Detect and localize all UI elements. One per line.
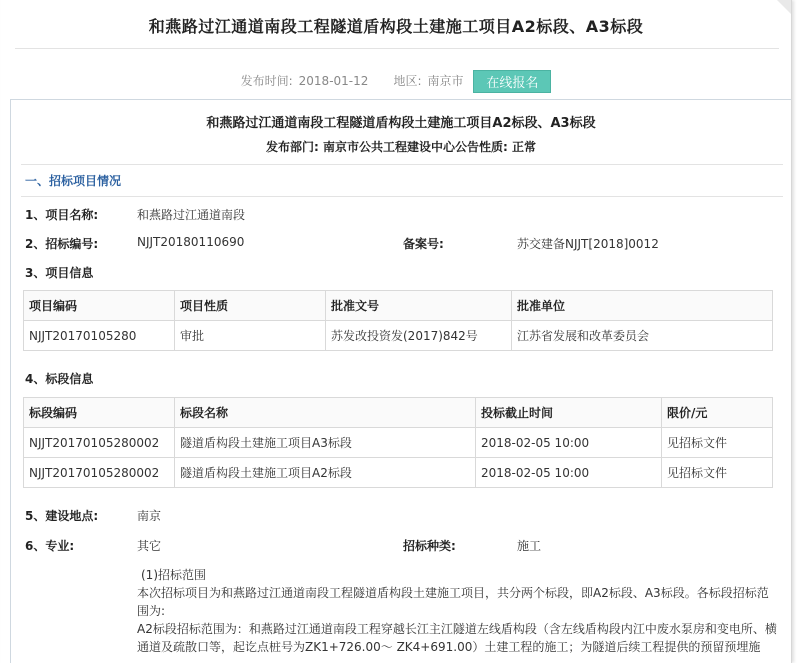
table-cell: 审批 <box>175 321 326 351</box>
project-table-header <box>24 291 773 321</box>
table-cell: 2018-02-05 10:00 <box>476 458 662 488</box>
location-row <box>25 507 162 524</box>
table-cell: 隧道盾构段土建施工项目A3标段 <box>175 428 476 458</box>
tender-type-value: 施工 <box>517 539 542 553</box>
col-header: 项目性质 <box>175 291 326 321</box>
table-cell: NJJT20170105280002 <box>24 458 175 488</box>
col-header: 批准文号 <box>326 291 512 321</box>
col-header: 标段编码 <box>24 398 175 428</box>
record-no-value: 苏交建备NJJT[2018]0012 <box>517 237 659 251</box>
specialty-row <box>25 537 785 554</box>
col-header: 投标截止时间 <box>476 398 662 428</box>
publish-time-label: 发布时间: <box>240 74 293 88</box>
project-name-label: 1、项目名称: <box>25 208 99 222</box>
table-cell: 见招标文件 <box>662 458 773 488</box>
col-header: 标段名称 <box>175 398 476 428</box>
table-cell: 江苏省发展和改革委员会 <box>512 321 773 351</box>
project-name-row <box>25 206 246 223</box>
project-name-value: 和燕路过江通道南段 <box>137 208 246 222</box>
notice-dept-line: 发布部门: 南京市公共工程建设中心公告性质: 正常 <box>266 140 536 154</box>
project-table <box>23 290 773 351</box>
location-label: 5、建设地点: <box>25 509 99 523</box>
section-info-row <box>25 370 93 387</box>
scope-paragraph-2: A2标段招标范围为：和燕路过江通道南段工程穿越长江主江隧道左线盾构段（含左线盾构段内江中废水泵房和变电所、横通道及疏散口等，起讫点桩号为ZK1+726.00～ ZK4+691.00）土建工程的施工；为隧道后续工程提供的预留预埋施 <box>137 622 777 654</box>
table-cell: NJJT20170105280002 <box>24 428 175 458</box>
tender-no-row <box>25 235 785 252</box>
table-cell: 苏发改投资发(2017)842号 <box>326 321 512 351</box>
table-cell: NJJT20170105280 <box>24 321 175 351</box>
table-row <box>24 458 773 488</box>
location-value: 南京 <box>137 509 162 523</box>
publish-time-value: 2018-01-12 <box>298 74 369 88</box>
specialty-value: 其它 <box>137 539 162 553</box>
notice-content <box>10 99 792 663</box>
project-info-label: 3、项目信息 <box>25 266 94 280</box>
notice-title: 和燕路过江通道南段工程隧道盾构段土建施工项目A2标段、A3标段 <box>206 116 596 131</box>
page-title: 和燕路过江通道南段工程隧道盾构段土建施工项目A2标段、A3标段 <box>148 17 644 36</box>
scope-heading <box>137 566 777 584</box>
tender-type-label: 招标种类: <box>403 539 456 553</box>
col-header: 限价/元 <box>662 398 773 428</box>
section-info-label: 4、标段信息 <box>25 372 94 386</box>
title-divider <box>15 48 779 49</box>
record-no-label: 备案号: <box>403 237 444 251</box>
online-apply-button[interactable]: 在线报名 <box>473 70 551 93</box>
project-info-row <box>25 264 93 281</box>
col-header: 批准单位 <box>512 291 773 321</box>
col-header: 项目编码 <box>24 291 175 321</box>
table-row <box>24 321 773 351</box>
section-table <box>23 397 773 488</box>
table-cell: 见招标文件 <box>662 428 773 458</box>
specialty-label: 6、专业: <box>25 539 75 553</box>
tender-no-value: NJJT20180110690 <box>137 235 245 249</box>
scope-paragraph-1: 本次招标项目为和燕路过江通道南段工程隧道盾构段土建施工项目，共分两个标段，即A2标段、A3标段。各标段招标范围为: <box>137 586 769 618</box>
table-cell: 隧道盾构段土建施工项目A2标段 <box>175 458 476 488</box>
region-label: 地区: <box>393 74 422 88</box>
section-table-header <box>24 398 773 428</box>
scope-heading-text: (1)招标范围 <box>141 568 206 582</box>
meta-row <box>1 70 791 93</box>
section-heading-text: 一、招标项目情况 <box>25 174 122 188</box>
table-cell: 2018-02-05 10:00 <box>476 428 662 458</box>
region-value: 南京市 <box>427 74 464 88</box>
table-row <box>24 428 773 458</box>
section-heading <box>21 164 783 197</box>
page-corner-fold <box>777 0 791 14</box>
tender-no-label: 2、招标编号: <box>25 237 99 251</box>
page-container <box>1 0 792 663</box>
